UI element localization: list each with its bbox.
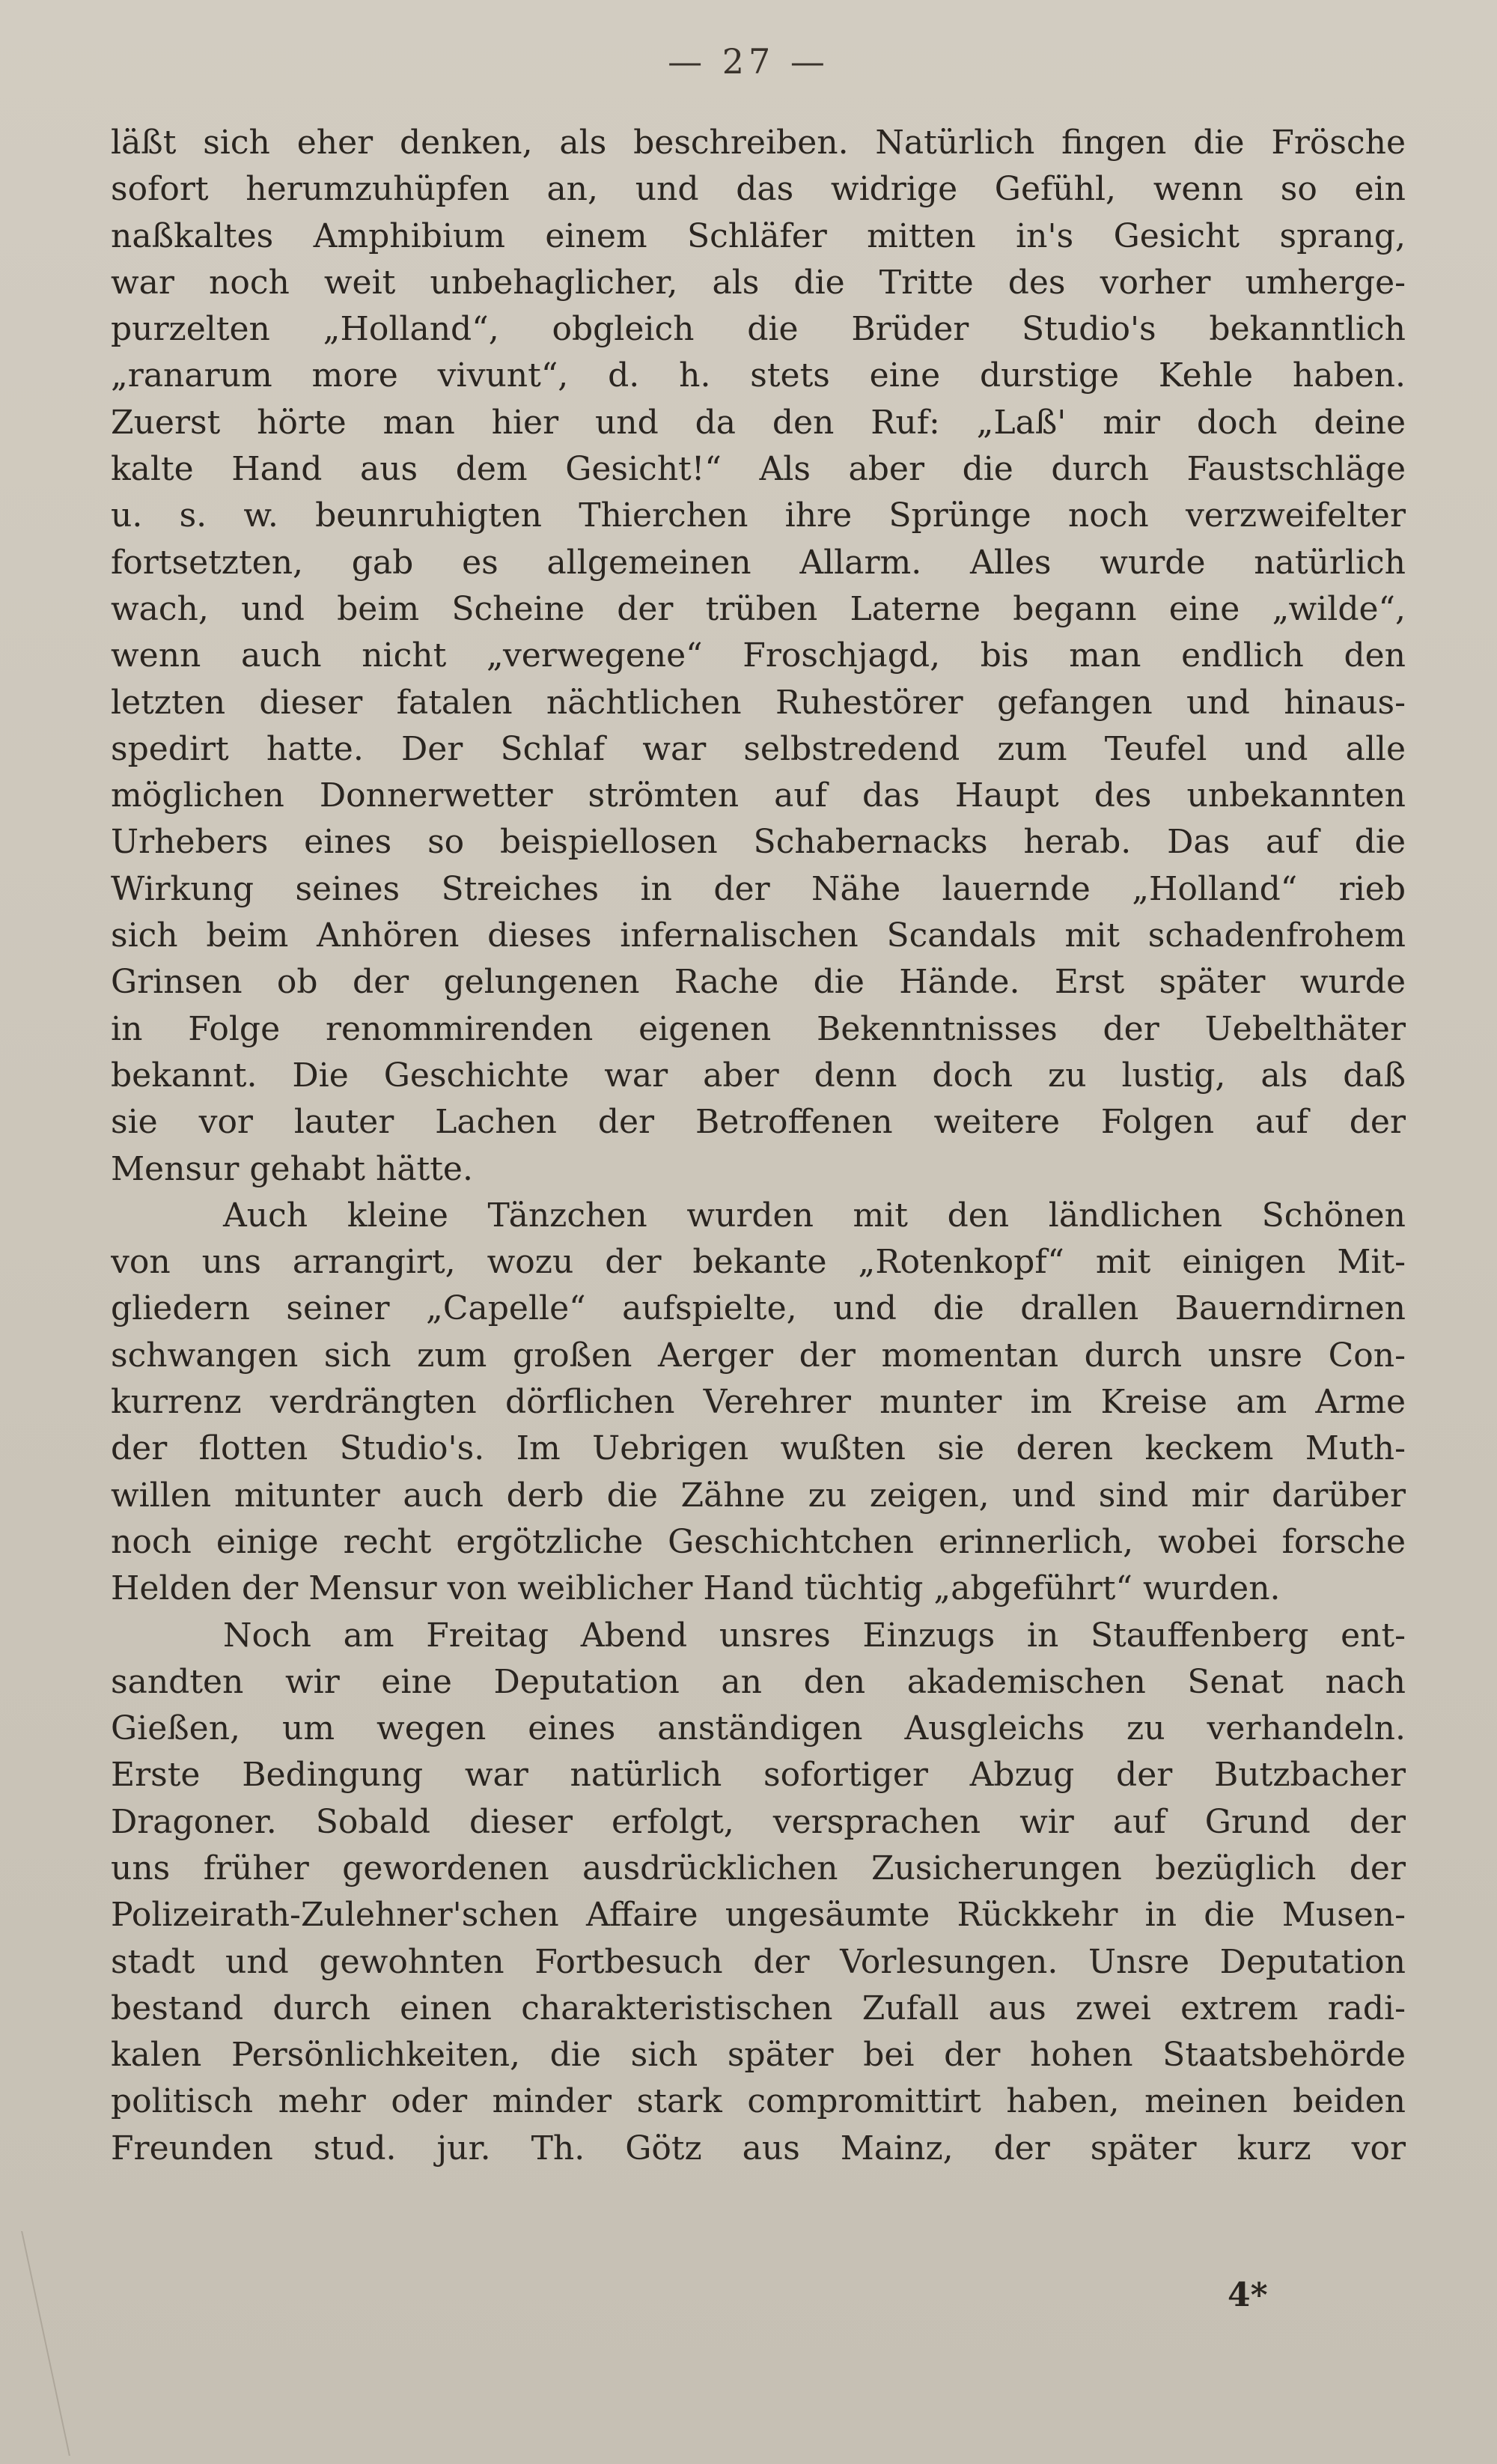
text-line: kurrenz verdrängten dörflichen Verehrer munter im Kreise am Arme (111, 1383, 1406, 1422)
text-line: willen mitunter auch derb die Zähne zu zeigen, und sind mir darüber (111, 1476, 1406, 1515)
text-line: möglichen Donnerwetter strömten auf das Haupt des unbekannten (111, 776, 1406, 815)
page-number-header: — 27 — (668, 41, 829, 82)
text-line: Polizeirath-Zulehner'schen Affaire ungesäumte Rückkehr in die Musen- (111, 1896, 1406, 1935)
text-line: schwangen sich zum großen Aerger der momentan durch unsre Con- (111, 1336, 1406, 1375)
text-line: purzelten „Holland“, obgleich die Brüder Studio's bekanntlich (111, 310, 1406, 349)
text-line: kalen Persönlichkeiten, die sich später bei der hohen Staatsbehörde (111, 2036, 1406, 2075)
text-body (111, 120, 1406, 2172)
text-line: Auch kleine Tänzchen wurden mit den ländlichen Schönen (223, 1196, 1406, 1235)
text-line: sie vor lauter Lachen der Betroffenen weitere Folgen auf der (111, 1103, 1406, 1142)
text-line: Erste Bedingung war natürlich sofortiger Abzug der Butzbacher (111, 1756, 1406, 1795)
text-line: Mensur gehabt hätte. (111, 1149, 473, 1188)
text-line: Freunden stud. jur. Th. Götz aus Mainz, der später kurz vor (111, 2129, 1406, 2168)
text-line: sofort herumzuhüpfen an, und das widrige Gefühl, wenn so ein (111, 170, 1406, 209)
text-line: letzten dieser fatalen nächtlichen Ruhestörer gefangen und hinaus- (111, 683, 1406, 722)
text-line: „ranarum more vivunt“, d. h. stets eine durstige Kehle haben. (111, 356, 1406, 395)
text-line: sandten wir eine Deputation an den akademischen Senat nach (111, 1662, 1406, 1701)
page-crease (21, 2231, 100, 2456)
text-line: Urhebers eines so beispiellosen Schabernacks herab. Das auf die (111, 823, 1406, 862)
text-line: bekannt. Die Geschichte war aber denn doch zu lustig, als daß (111, 1056, 1406, 1095)
text-line: gliedern seiner „Capelle“ aufspielte, und die drallen Bauerndirnen (111, 1289, 1406, 1328)
text-line: uns früher gewordenen ausdrücklichen Zusicherungen bezüglich der (111, 1849, 1406, 1887)
text-line: noch einige recht ergötzliche Geschichtchen erinnerlich, wobei forsche (111, 1522, 1406, 1561)
text-line: fortsetzten, gab es allgemeinen Allarm. Alles wurde natürlich (111, 543, 1406, 582)
text-line: Gießen, um wegen eines anständigen Ausgleichs zu verhandeln. (111, 1709, 1406, 1748)
text-line: Helden der Mensur von weiblicher Hand tüchtig „abgeführt“ wurden. (111, 1569, 1281, 1608)
text-line: Wirkung seines Streiches in der Nähe lauernde „Holland“ rieb (111, 869, 1406, 908)
text-line: in Folge renommirenden eigenen Bekenntnisses der Uebelthäter (111, 1009, 1406, 1048)
text-line: Noch am Freitag Abend unsres Einzugs in Stauffenberg ent- (223, 1616, 1406, 1655)
text-line: wenn auch nicht „verwegene“ Froschjagd, bis man endlich den (111, 636, 1406, 675)
text-line: naßkaltes Amphibium einem Schläfer mitten in's Gesicht sprang, (111, 216, 1406, 255)
text-line: u. s. w. beunruhigten Thierchen ihre Sprünge noch verzweifelter (111, 496, 1406, 535)
text-line: Zuerst hörte man hier und da den Ruf: „Laß' mir doch deine (111, 403, 1406, 442)
text-line: Grinsen ob der gelungenen Rache die Hände. Erst später wurde (111, 963, 1406, 1002)
text-line: läßt sich eher denken, als beschreiben. Natürlich fingen die Frösche (111, 124, 1406, 162)
text-line: kalte Hand aus dem Gesicht!“ Als aber die durch Faustschläge (111, 450, 1406, 489)
text-line: der flotten Studio's. Im Uebrigen wußten sie deren keckem Muth- (111, 1429, 1406, 1468)
text-line: spedirt hatte. Der Schlaf war selbstredend zum Teufel und alle (111, 729, 1406, 768)
text-line: von uns arrangirt, wozu der bekante „Rotenkopf“ mit einigen Mit- (111, 1243, 1406, 1282)
text-line: politisch mehr oder minder stark compromittirt haben, meinen beiden (111, 2082, 1406, 2121)
text-line: Dragoner. Sobald dieser erfolgt, versprachen wir auf Grund der (111, 1802, 1406, 1841)
text-line: sich beim Anhören dieses infernalischen Scandals mit schadenfrohem (111, 916, 1406, 955)
text-line: bestand durch einen charakteristischen Zufall aus zwei extrem radi- (111, 1989, 1406, 2028)
printer-signature-mark: 4* (1228, 2276, 1268, 2314)
text-line: war noch weit unbehaglicher, als die Tritte des vorher umherge- (111, 263, 1406, 302)
text-line: wach, und beim Scheine der trüben Laterne begann eine „wilde“, (111, 589, 1406, 628)
text-line: stadt und gewohnten Fortbesuch der Vorlesungen. Unsre Deputation (111, 1942, 1406, 1981)
